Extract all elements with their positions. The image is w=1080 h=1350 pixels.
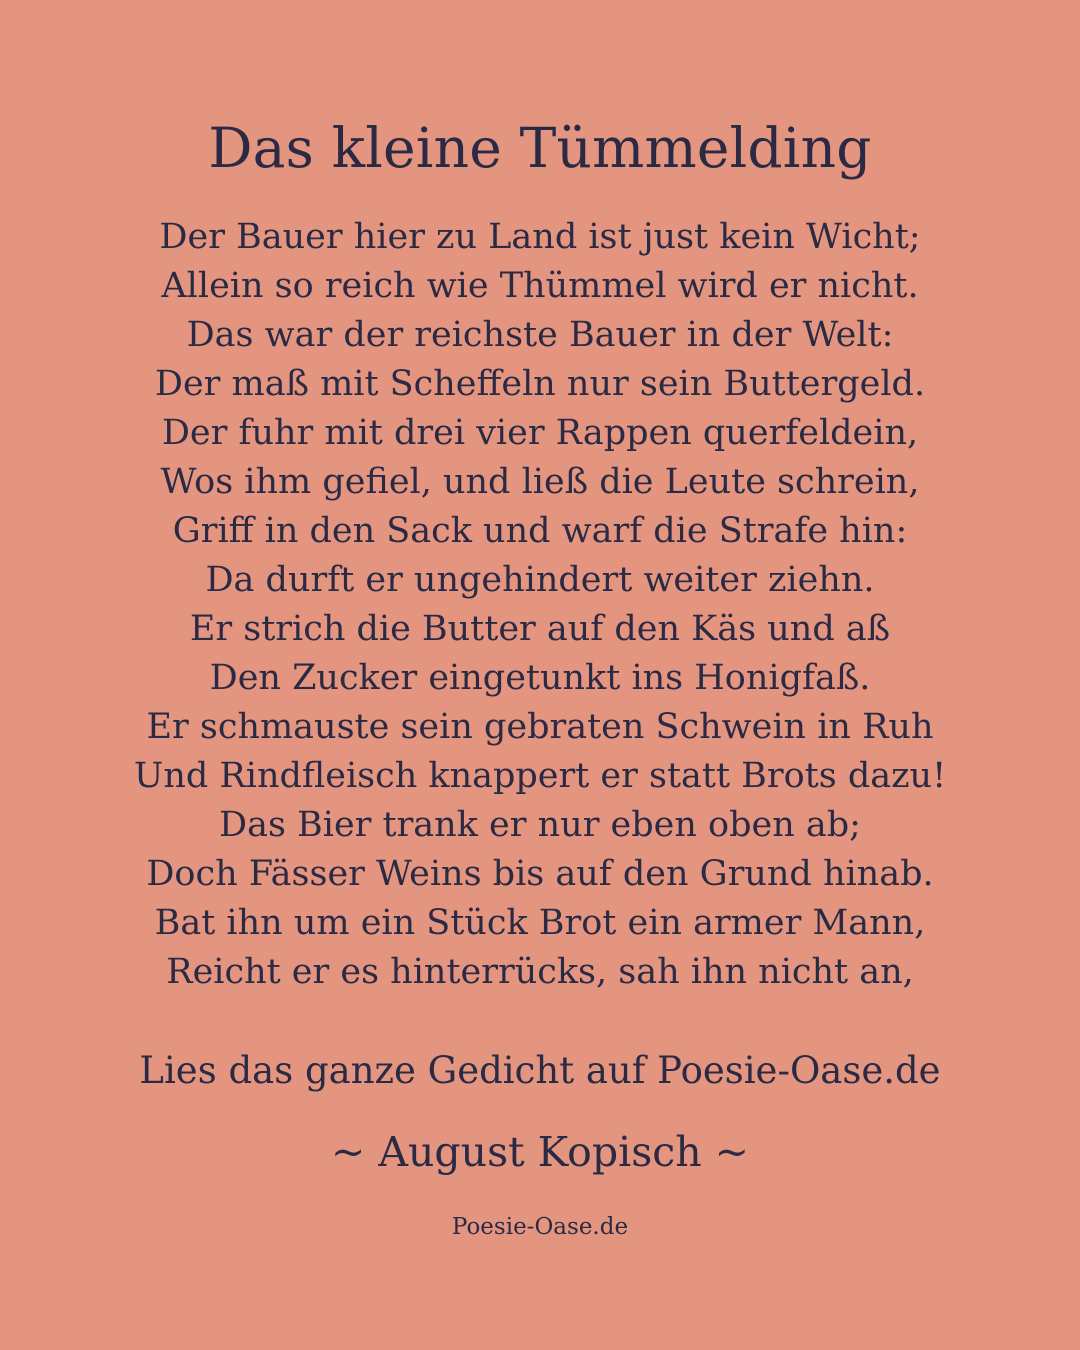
poem-line: Doch Fässer Weins bis auf den Grund hinab. [146,854,934,894]
poem-line: Der fuhr mit drei vier Rappen querfeldein, [161,413,919,453]
poem-line: Das war der reichste Bauer in der Welt: [186,315,894,355]
poem-line: Wos ihm gefiel, und ließ die Leute schrein, [160,462,920,502]
poem-line: Griff in den Sack und warf die Strafe hin: [172,511,908,551]
poem-line: Das Bier trank er nur eben oben ab; [219,805,861,845]
poem-line: Bat ihn um ein Stück Brot ein armer Mann, [154,903,926,943]
poem-line: Und Rindfleisch knappert er statt Brots dazu! [133,756,947,796]
poem-line: Reicht er es hinterrücks, sah ihn nicht an, [166,952,914,992]
poem-title: Das kleine Tümmelding [208,116,872,180]
poem-line: Allein so reich wie Thümmel wird er nicht. [161,266,919,306]
poem-line: Der Bauer hier zu Land ist just kein Wicht; [159,217,921,257]
read-more-call-to-action: Lies das ganze Gedicht auf Poesie-Oase.de [139,1049,941,1092]
poem-line: Den Zucker eingetunkt ins Honigfaß. [209,658,871,698]
site-watermark: Poesie-Oase.de [451,1214,629,1240]
poem-line: Der maß mit Scheffeln nur sein Buttergeld. [154,364,926,404]
poem-line: Er schmauste sein gebraten Schwein in Ruh [146,707,934,747]
poem-author: ~ August Kopisch ~ [331,1128,749,1176]
poem-line: Da durft er ungehindert weiter ziehn. [205,560,875,600]
poem-body [0,213,1080,997]
poem-line: Er strich die Butter auf den Käs und aß [189,609,891,649]
